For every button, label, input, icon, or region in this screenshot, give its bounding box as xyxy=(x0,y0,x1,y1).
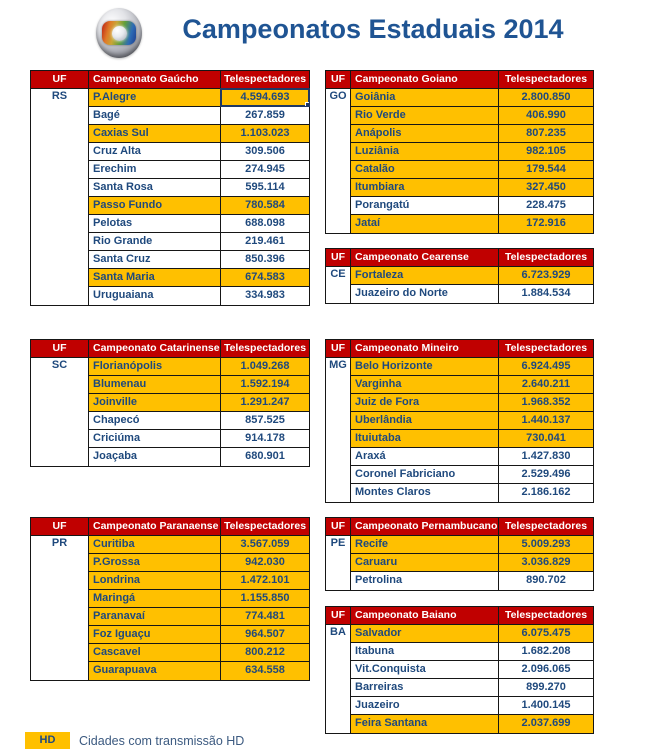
table-header-row xyxy=(326,71,593,89)
viewers-cell[interactable]: 5.009.293 xyxy=(499,536,593,553)
table-rows xyxy=(89,89,309,305)
table-row xyxy=(89,215,309,233)
uf-cell[interactable]: MG xyxy=(326,358,351,502)
viewers-cell[interactable]: 730.041 xyxy=(499,430,593,447)
championship-column-header[interactable]: Campeonato Catarinense xyxy=(89,340,221,357)
viewers-column-header[interactable]: Telespectadores xyxy=(504,251,588,263)
city-cell[interactable]: Paranavaí xyxy=(89,608,221,625)
table-row xyxy=(351,215,593,233)
city-cell[interactable]: Coronel Fabriciano xyxy=(351,466,499,483)
city-cell[interactable]: Montes Claros xyxy=(351,484,499,502)
table-rows xyxy=(89,358,309,466)
viewers-cell[interactable]: 6.075.475 xyxy=(499,625,593,642)
uf-column-header[interactable]: UF xyxy=(31,518,89,535)
table-row xyxy=(351,161,593,179)
table-row xyxy=(89,179,309,197)
table-row xyxy=(89,143,309,161)
city-cell[interactable]: P.Grossa xyxy=(89,554,221,571)
viewers-cell[interactable]: 634.558 xyxy=(221,662,309,680)
table-row xyxy=(89,536,309,554)
table-row xyxy=(89,125,309,143)
uf-cell[interactable]: BA xyxy=(326,625,351,733)
table-row xyxy=(351,715,593,733)
table-campeonato-cearense xyxy=(325,248,594,304)
table-rows xyxy=(351,358,593,502)
city-cell[interactable]: Pelotas xyxy=(89,215,221,232)
city-cell[interactable]: Goiânia xyxy=(351,89,499,106)
viewers-cell[interactable]: 1.049.268 xyxy=(221,358,309,375)
table-row xyxy=(351,125,593,143)
city-cell[interactable]: Foz Iguaçu xyxy=(89,626,221,643)
uf-column-header[interactable]: UF xyxy=(326,340,351,357)
viewers-cell[interactable]: 2.800.850 xyxy=(499,89,593,106)
uf-cell[interactable]: RS xyxy=(31,89,89,305)
viewers-column-header[interactable]: Telespectadores xyxy=(223,73,307,85)
table-row xyxy=(89,572,309,590)
uf-cell[interactable]: CE xyxy=(326,267,351,303)
table-row xyxy=(89,251,309,269)
table-row xyxy=(89,394,309,412)
table-rows xyxy=(351,267,593,303)
table-row xyxy=(351,107,593,125)
city-cell[interactable]: Criciúma xyxy=(89,430,221,447)
city-cell[interactable]: Chapecó xyxy=(89,412,221,429)
table-header-row xyxy=(31,340,309,358)
table-row xyxy=(89,107,309,125)
uf-column-header[interactable]: UF xyxy=(326,518,351,535)
uf-column-header[interactable]: UF xyxy=(31,71,89,88)
hd-legend-swatch: HD xyxy=(25,732,70,749)
table-campeonato-mineiro xyxy=(325,339,594,503)
viewers-cell[interactable]: 1.682.208 xyxy=(521,645,571,657)
table-row xyxy=(351,697,593,715)
viewers-cell[interactable]: 267.859 xyxy=(245,109,285,121)
table-campeonato-gaucho xyxy=(30,70,310,306)
city-cell[interactable]: Cascavel xyxy=(89,644,221,661)
table-header-row xyxy=(31,518,309,536)
table-row xyxy=(89,662,309,680)
city-cell[interactable]: Barreiras xyxy=(351,679,499,696)
table-row xyxy=(89,358,309,376)
viewers-cell[interactable]: 2.037.699 xyxy=(499,715,593,733)
table-campeonato-pernambucano xyxy=(325,517,594,591)
table-row xyxy=(89,430,309,448)
globo-logo xyxy=(96,8,142,58)
viewers-cell[interactable]: 2.529.496 xyxy=(521,468,571,480)
city-cell[interactable]: Salvador xyxy=(351,625,499,642)
viewers-cell[interactable]: 890.702 xyxy=(526,574,566,586)
viewers-cell[interactable]: 1.400.145 xyxy=(521,699,571,711)
table-row xyxy=(89,448,309,466)
table-header-row xyxy=(326,249,593,267)
viewers-cell[interactable]: 780.584 xyxy=(221,197,309,214)
city-cell[interactable]: Caruaru xyxy=(351,554,499,571)
viewers-cell[interactable]: 1.968.352 xyxy=(499,394,593,411)
viewers-cell[interactable]: 334.983 xyxy=(245,289,285,301)
city-cell[interactable]: Petrolina xyxy=(351,572,499,590)
table-row xyxy=(351,484,593,502)
city-cell[interactable]: Passo Fundo xyxy=(89,197,221,214)
table-row xyxy=(351,661,593,679)
table-row xyxy=(89,269,309,287)
viewers-cell[interactable]: 1.103.023 xyxy=(221,125,309,142)
viewers-cell[interactable]: 6.723.929 xyxy=(499,267,593,284)
city-cell[interactable]: Porangatú xyxy=(351,197,499,214)
city-cell[interactable]: Guarapuava xyxy=(89,662,221,680)
viewers-cell[interactable]: 1.155.850 xyxy=(221,590,309,607)
table-header-row xyxy=(326,340,593,358)
viewers-cell[interactable]: 3.036.829 xyxy=(499,554,593,571)
city-cell[interactable]: Juazeiro do Norte xyxy=(351,285,499,303)
table-row xyxy=(89,412,309,430)
city-cell[interactable]: Rio Verde xyxy=(351,107,499,124)
table-row xyxy=(89,644,309,662)
table-header-row xyxy=(31,71,309,89)
table-row xyxy=(89,376,309,394)
viewers-cell[interactable]: 674.583 xyxy=(221,269,309,286)
city-cell[interactable]: Uruguaiana xyxy=(89,287,221,305)
table-row xyxy=(351,643,593,661)
table-body xyxy=(31,358,309,466)
table-header-row xyxy=(326,518,593,536)
table-body xyxy=(326,89,593,233)
table-row xyxy=(351,179,593,197)
table-row xyxy=(351,143,593,161)
city-cell[interactable]: Uberlândia xyxy=(351,412,499,429)
viewers-cell[interactable]: 688.098 xyxy=(245,217,285,229)
city-cell[interactable]: Anápolis xyxy=(351,125,499,142)
viewers-cell[interactable]: 1.592.194 xyxy=(221,376,309,393)
city-cell[interactable]: Maringá xyxy=(89,590,221,607)
viewers-cell[interactable]: 2.096.065 xyxy=(521,663,571,675)
city-cell[interactable]: Santa Maria xyxy=(89,269,221,286)
table-row xyxy=(351,625,593,643)
table-body xyxy=(326,267,593,303)
viewers-cell[interactable]: 2.640.211 xyxy=(499,376,593,393)
table-body xyxy=(31,536,309,680)
championship-column-header[interactable]: Campeonato Pernambucano xyxy=(351,518,499,535)
viewers-cell[interactable]: 327.450 xyxy=(499,179,593,196)
table-row xyxy=(351,394,593,412)
city-cell[interactable]: Fortaleza xyxy=(351,267,499,284)
championship-column-header[interactable]: Campeonato Paranaense xyxy=(89,518,221,535)
uf-cell[interactable]: PR xyxy=(31,536,89,680)
city-cell[interactable]: Vit.Conquista xyxy=(351,661,499,678)
city-cell[interactable]: Curitiba xyxy=(89,536,221,553)
viewers-cell[interactable]: 964.507 xyxy=(221,626,309,643)
viewers-cell[interactable]: 899.270 xyxy=(526,681,566,693)
table-rows xyxy=(351,536,593,590)
city-cell[interactable]: Joaçaba xyxy=(89,448,221,466)
table-rows xyxy=(351,89,593,233)
table-header-row xyxy=(326,607,593,625)
viewers-cell[interactable]: 6.924.495 xyxy=(499,358,593,375)
table-row xyxy=(351,679,593,697)
city-cell[interactable]: Santa Rosa xyxy=(89,179,221,196)
table-row xyxy=(89,554,309,572)
hd-legend-text: Cidades com transmissão HD xyxy=(79,733,245,748)
viewers-cell[interactable]: 228.475 xyxy=(526,199,566,211)
table-row xyxy=(351,572,593,590)
globo-logo-screen-icon xyxy=(102,21,136,45)
viewers-cell[interactable]: 857.525 xyxy=(245,414,285,426)
viewers-cell[interactable]: 406.990 xyxy=(499,107,593,124)
city-cell[interactable]: Londrina xyxy=(89,572,221,589)
table-row xyxy=(351,430,593,448)
city-cell[interactable]: Itabuna xyxy=(351,643,499,660)
table-row xyxy=(89,197,309,215)
viewers-cell[interactable]: 274.945 xyxy=(245,163,285,175)
viewers-cell[interactable]: 850.396 xyxy=(245,253,285,265)
city-cell[interactable]: Caxias Sul xyxy=(89,125,221,142)
hd-legend xyxy=(25,732,244,749)
viewers-cell[interactable]: 680.901 xyxy=(245,450,285,462)
table-row xyxy=(89,161,309,179)
city-cell[interactable]: Santa Cruz xyxy=(89,251,221,268)
table-row xyxy=(351,536,593,554)
table-campeonato-goiano xyxy=(325,70,594,234)
city-cell[interactable]: Juazeiro xyxy=(351,697,499,714)
championship-column-header[interactable]: Campeonato Mineiro xyxy=(351,340,499,357)
viewers-column-header[interactable]: Telespectadores xyxy=(504,520,588,532)
city-cell[interactable]: Cruz Alta xyxy=(89,143,221,160)
page-title: Campeonatos Estaduais 2014 xyxy=(182,14,564,44)
city-cell[interactable]: Catalão xyxy=(351,161,499,178)
table-row xyxy=(351,358,593,376)
city-cell[interactable]: Varginha xyxy=(351,376,499,393)
viewers-cell[interactable]: 800.212 xyxy=(221,644,309,661)
viewers-cell-selected[interactable]: 4.594.693 xyxy=(221,89,309,106)
city-cell[interactable]: Jataí xyxy=(351,215,499,233)
table-row xyxy=(351,466,593,484)
viewers-cell[interactable]: 172.916 xyxy=(499,215,593,233)
table-row xyxy=(89,233,309,251)
table-row xyxy=(351,197,593,215)
uf-column-header[interactable]: UF xyxy=(31,340,89,357)
viewers-cell[interactable]: 219.461 xyxy=(245,235,285,247)
table-rows xyxy=(351,625,593,733)
viewers-cell[interactable]: 774.481 xyxy=(221,608,309,625)
city-cell[interactable]: Juiz de Fora xyxy=(351,394,499,411)
viewers-cell[interactable]: 179.544 xyxy=(499,161,593,178)
city-cell[interactable]: Itumbiara xyxy=(351,179,499,196)
viewers-column-header[interactable]: Telespectadores xyxy=(504,73,588,85)
viewers-cell[interactable]: 807.235 xyxy=(499,125,593,142)
table-row xyxy=(89,89,309,107)
city-cell[interactable]: Joinville xyxy=(89,394,221,411)
championship-column-header[interactable]: Campeonato Gaúcho xyxy=(89,71,221,88)
table-row xyxy=(351,89,593,107)
viewers-cell[interactable]: 1.291.247 xyxy=(221,394,309,411)
table-campeonato-baiano xyxy=(325,606,594,734)
table-row xyxy=(89,626,309,644)
uf-cell[interactable]: SC xyxy=(31,358,89,466)
championship-column-header[interactable]: Campeonato Goiano xyxy=(351,71,499,88)
table-body xyxy=(326,358,593,502)
city-cell[interactable]: Feira Santana xyxy=(351,715,499,733)
table-row xyxy=(351,448,593,466)
city-cell[interactable]: Luziânia xyxy=(351,143,499,160)
city-cell[interactable]: Araxá xyxy=(351,448,499,465)
viewers-cell[interactable]: 1.427.830 xyxy=(521,450,571,462)
uf-column-header[interactable]: UF xyxy=(326,71,351,88)
uf-column-header[interactable]: UF xyxy=(326,249,351,266)
table-body xyxy=(326,625,593,733)
viewers-column-header[interactable]: Telespectadores xyxy=(223,520,307,532)
table-row xyxy=(89,590,309,608)
viewers-column-header[interactable]: Telespectadores xyxy=(504,342,588,354)
viewers-cell[interactable]: 2.186.162 xyxy=(521,486,571,498)
viewers-column-header[interactable]: Telespectadores xyxy=(504,609,588,621)
city-cell[interactable]: Recife xyxy=(351,536,499,553)
city-cell[interactable]: Blumenau xyxy=(89,376,221,393)
city-cell[interactable]: Ituiutaba xyxy=(351,430,499,447)
viewers-cell[interactable]: 1.884.534 xyxy=(521,287,571,299)
table-campeonato-catarinense xyxy=(30,339,310,467)
table-row xyxy=(351,285,593,303)
table-row xyxy=(351,376,593,394)
table-body xyxy=(31,89,309,305)
globo-logo-circle-icon xyxy=(112,26,127,41)
viewers-cell[interactable]: 595.114 xyxy=(245,181,285,193)
city-cell[interactable]: Belo Horizonte xyxy=(351,358,499,375)
viewers-cell[interactable]: 309.506 xyxy=(245,145,285,157)
viewers-cell[interactable]: 3.567.059 xyxy=(221,536,309,553)
viewers-column-header[interactable]: Telespectadores xyxy=(223,342,307,354)
city-cell[interactable]: Florianópolis xyxy=(89,358,221,375)
table-row xyxy=(89,287,309,305)
uf-cell[interactable]: PE xyxy=(326,536,351,590)
city-cell[interactable]: P.Alegre xyxy=(89,89,221,106)
city-cell[interactable]: Bagé xyxy=(89,107,221,124)
city-cell[interactable]: Erechim xyxy=(89,161,221,178)
uf-column-header[interactable]: UF xyxy=(326,607,351,624)
city-cell[interactable]: Rio Grande xyxy=(89,233,221,250)
table-row xyxy=(351,412,593,430)
uf-cell[interactable]: GO xyxy=(326,89,351,233)
viewers-cell[interactable]: 1.440.137 xyxy=(499,412,593,429)
table-row xyxy=(89,608,309,626)
viewers-cell[interactable]: 982.105 xyxy=(499,143,593,160)
table-body xyxy=(326,536,593,590)
championship-column-header[interactable]: Campeonato Baiano xyxy=(351,607,499,624)
viewers-cell[interactable]: 1.472.101 xyxy=(221,572,309,589)
table-rows xyxy=(89,536,309,680)
championship-column-header[interactable]: Campeonato Cearense xyxy=(351,249,499,266)
viewers-cell[interactable]: 942.030 xyxy=(221,554,309,571)
viewers-cell[interactable]: 914.178 xyxy=(245,432,285,444)
table-campeonato-paranaense xyxy=(30,517,310,681)
table-row xyxy=(351,554,593,572)
table-row xyxy=(351,267,593,285)
